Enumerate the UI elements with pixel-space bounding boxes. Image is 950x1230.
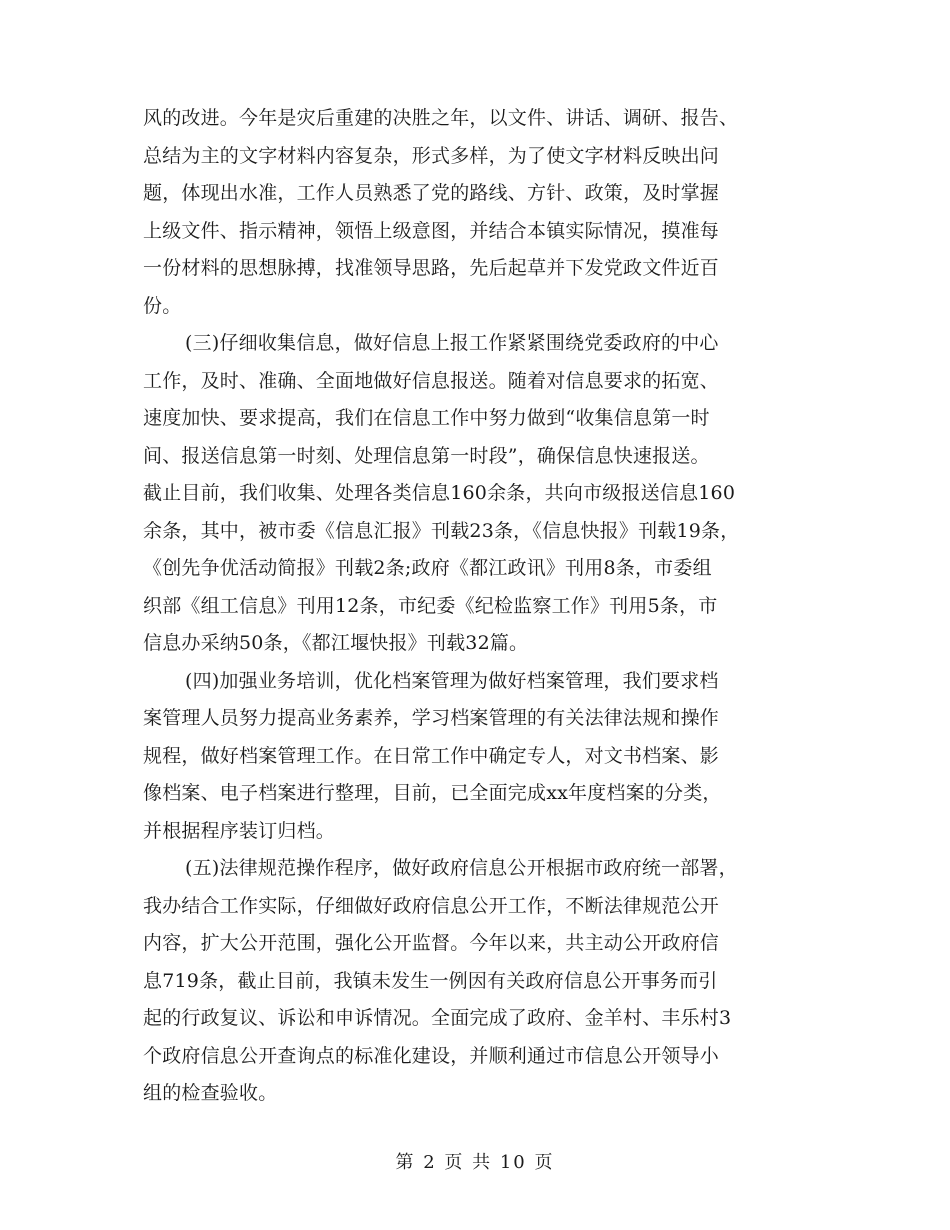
text-line: (五)法律规范操作程序，做好政府信息公开根据市政府统一部署， (185, 857, 738, 879)
text-line: 题，体现出水准，工作人员熟悉了党的路线、方针、政策，及时掌握 (143, 182, 720, 204)
text-line: 余条，其中，被市委《信息汇报》刊载23条，《信息快报》刊载19条， (143, 519, 740, 542)
text-line: 份。 (143, 294, 182, 317)
text-line: 风的改进。今年是灾后重建的决胜之年，以文件、讲话、调研、报告、 (143, 107, 739, 129)
paragraph (143, 100, 833, 325)
text-line: 总结为主的文字材料内容复杂，形式多样，为了使文字材料反映出问 (143, 144, 720, 167)
text-line: 《创先争优活动简报》刊载2条;政府《都江政讯》刊用8条，市委组 (143, 557, 712, 579)
text-line: 案管理人员努力提高业务素养，学习档案管理的有关法律法规和操作 (143, 707, 720, 729)
paragraph (143, 850, 833, 1113)
text-line: 并根据程序装订归档。 (143, 819, 336, 842)
text-line: 像档案、电子档案进行整理，目前，已全面完成xx年度档案的分类， (143, 782, 722, 804)
paragraph (143, 325, 833, 663)
text-line: 我办结合工作实际，仔细做好政府信息公开工作，不断法律规范公开 (143, 894, 720, 917)
text-line: 速度加快、要求提高，我们在信息工作中努力做到“收集信息第一时 (143, 407, 710, 429)
text-line: (四)加强业务培训，优化档案管理为做好档案管理，我们要求档 (185, 669, 719, 692)
text-line: 规程，做好档案管理工作。在日常工作中确定专人，对文书档案、影 (143, 744, 720, 767)
text-line: 信息办采纳50条，《都江堰快报》刊载32篇。 (143, 632, 529, 654)
text-line: 起的行政复议、诉讼和申诉情况。全面完成了政府、金羊村、丰乐村3 (143, 1007, 732, 1029)
text-line: 一份材料的思想脉搏，找准领导思路，先后起草并下发党政文件近百 (143, 257, 720, 279)
page-number-footer: 第 2 页 共 10 页 (395, 1152, 555, 1173)
text-line: 上级文件、指示精神，领悟上级意图，并结合本镇实际情况，摸准每 (143, 219, 720, 242)
text-line: (三)仔细收集信息，做好信息上报工作紧紧围绕党委政府的中心 (185, 332, 719, 354)
text-line: 织部《组工信息》刊用12条，市纪委《纪检监察工作》刊用5条，市 (143, 594, 718, 617)
text-line: 个政府信息公开查询点的标准化建设，并顺利通过市信息公开领导小 (143, 1044, 720, 1067)
text-line: 内容，扩大公开范围，强化公开监督。今年以来，共主动公开政府信 (143, 932, 720, 954)
text-line: 间、报送信息第一时刻、处理信息第一时段”，确保信息快速报送。 (143, 444, 710, 467)
text-line: 息719条，截止目前，我镇未发生一例因有关政府信息公开事务而引 (143, 969, 718, 992)
text-line: 组的检查验收。 (143, 1082, 278, 1104)
text-line: 工作，及时、准确、全面地做好信息报送。随着对信息要求的拓宽、 (143, 369, 720, 392)
document-body (143, 100, 833, 1113)
text-line: 截止目前，我们收集、处理各类信息160余条，共向市级报送信息160 (143, 482, 736, 504)
paragraph (143, 663, 833, 851)
